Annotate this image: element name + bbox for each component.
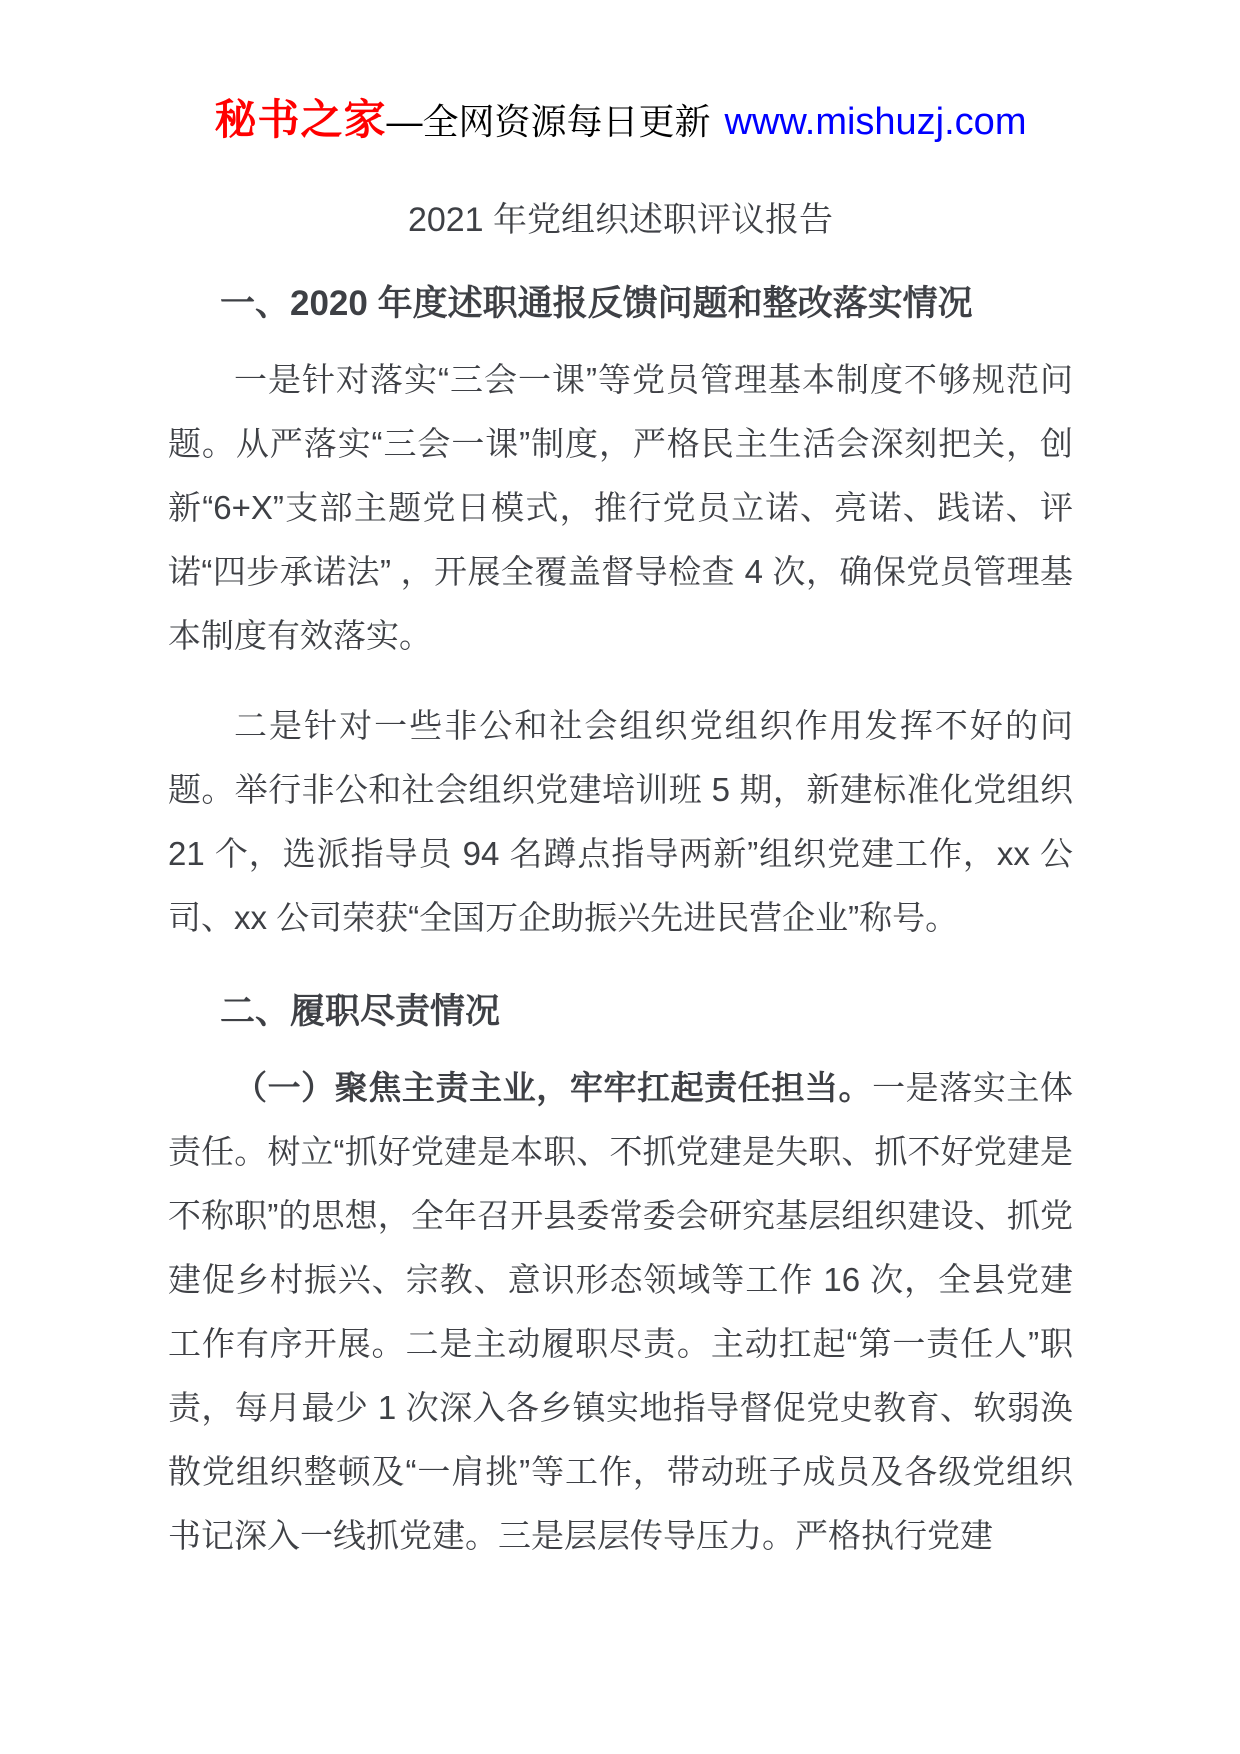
site-url-link[interactable]: www.mishuzj.com	[724, 101, 1027, 143]
section-2-heading: 二、履职尽责情况	[220, 992, 501, 1031]
header-tagline: —全网资源每日更新	[386, 101, 711, 142]
body-paragraph: 二是针对一些非公和社会组织党组织作用发挥不好的问题。举行非公和社会组织党建培训班 5 期，新建标准化党组织 21 个，选派指导员 94 名蹲点指导两新”组织党建工作，xx 公司、xx 公司荣获“全国万企助振兴先进民营企业”称号。	[168, 707, 1073, 936]
paragraph-bold-lead: （一）聚焦主责主业，牢牢扛起责任担当。	[234, 1069, 873, 1106]
section-1-heading: 一、2020 年度述职通报反馈问题和整改落实情况	[220, 284, 973, 323]
body-paragraph: 一是针对落实“三会一课”等党员管理基本制度不够规范问题。从严落实“三会一课”制度，严格民主生活会深刻把关，创新“6+X”支部主题党日模式，推行党员立诺、亮诺、践诺、评诺“四步承诺法” ，开展全覆盖督导检查 4 次，确保党员管理基本制度有效落实。	[168, 361, 1073, 654]
brand-name: 秘书之家	[214, 96, 387, 143]
site-header	[168, 92, 1073, 148]
paragraph-text: 一是落实主体责任。树立“抓好党建是本职、不抓党建是失职、抓不好党建是不称职”的思想，全年召开县委常委会研究基层组织建设、抓党建促乡村振兴、宗教、意识形态领域等工作 16 次，全县党建工作有序开展。二是主动履职尽责。主动扛起“第一责任人”职责，每月最少 1 次深入各乡镇实地指导督促党史教育、软弱涣散党组织整顿及“一肩挑”等工作，带动班子成员及各级党组织书记深入一线抓党建。三是层层传导压力。严格执行党建	[168, 1069, 1074, 1554]
document-title: 2021 年党组织述职评议报告	[407, 201, 834, 239]
body-paragraph	[168, 1056, 1073, 1568]
